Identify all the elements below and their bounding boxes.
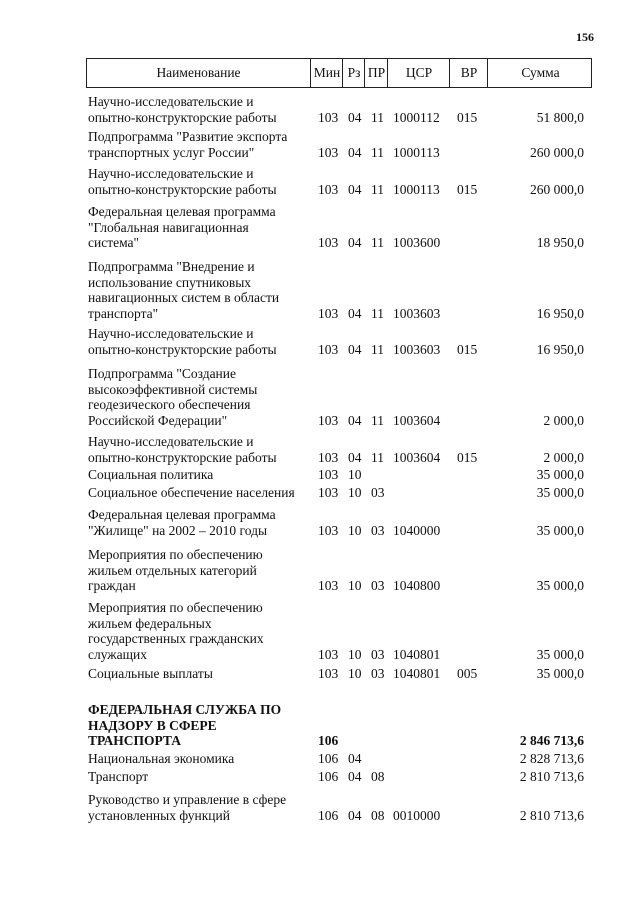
row-name: Национальная экономика	[88, 751, 235, 766]
row-sum: 35 000,0	[536, 467, 584, 482]
row-pr: 08	[371, 807, 385, 823]
row-min: 103	[318, 646, 339, 662]
row-rz: 04	[348, 807, 362, 823]
row-name: Подпрограмма "Внедрение и использование спутниковых навигационных систем в области транспорта"	[88, 259, 280, 321]
row-min: 103	[318, 305, 339, 321]
row-sum: 2 000,0	[543, 449, 584, 465]
row-name: Руководство и управление в сфере установленных функций	[88, 792, 287, 823]
row-name: Научно-исследовательские и опытно-конструкторские работы	[88, 326, 277, 357]
row-rz: 04	[348, 449, 362, 465]
row-name: Научно-исследовательские и опытно-конструкторские работы	[88, 94, 277, 125]
row-pr: 03	[371, 485, 385, 500]
row-min: 106	[318, 769, 339, 784]
row-pr: 03	[371, 522, 385, 538]
row-min: 103	[318, 144, 339, 160]
row-name: Мероприятия по обеспечению жильем федеральных государственных гражданских служащих	[88, 600, 264, 662]
row-name: Социальное обеспечение населения	[88, 485, 295, 500]
row-rz: 10	[348, 522, 362, 538]
row-pr: 03	[371, 666, 385, 681]
table-row	[0, 751, 640, 767]
row-sum: 260 000,0	[530, 144, 584, 160]
row-pr: 11	[371, 109, 384, 125]
row-rz: 10	[348, 646, 362, 662]
row-min: 103	[318, 522, 339, 538]
row-min: 103	[318, 341, 339, 357]
row-sum: 51 800,0	[536, 109, 584, 125]
row-sum: 260 000,0	[530, 181, 584, 197]
row-rz: 04	[348, 751, 362, 766]
row-rz: 10	[348, 666, 362, 681]
page-number: 156	[576, 30, 594, 44]
row-sum: 35 000,0	[536, 485, 584, 500]
table-row	[0, 326, 640, 357]
row-vr: 015	[457, 449, 478, 465]
table-row	[0, 467, 640, 483]
row-csr: 1003600	[393, 235, 441, 251]
row-sum: 2 810 713,6	[519, 769, 584, 784]
row-csr: 1003604	[393, 412, 441, 428]
row-rz: 04	[348, 181, 362, 197]
row-sum: 2 828 713,6	[519, 751, 584, 766]
row-vr: 015	[457, 181, 478, 197]
row-csr: 1000112	[393, 109, 440, 125]
row-rz: 04	[348, 412, 362, 428]
row-rz: 04	[348, 235, 362, 251]
row-min: 103	[318, 578, 339, 594]
row-min: 103	[318, 485, 339, 500]
row-sum: 2 810 713,6	[519, 807, 584, 823]
row-name: Транспорт	[88, 769, 149, 784]
table-row	[0, 129, 640, 160]
row-rz: 10	[348, 485, 362, 500]
row-csr: 1003603	[393, 305, 441, 321]
table-row	[0, 366, 640, 428]
row-min: 106	[318, 733, 339, 749]
row-vr: 005	[457, 666, 478, 681]
table-row	[0, 507, 640, 538]
row-pr: 11	[371, 449, 384, 465]
row-pr: 11	[371, 412, 384, 428]
table-row	[0, 259, 640, 321]
row-rz: 04	[348, 109, 362, 125]
row-name: ФЕДЕРАЛЬНАЯ СЛУЖБА ПО НАДЗОРУ В СФЕРЕ ТРАНСПОРТА	[88, 702, 282, 749]
row-name: Федеральная целевая программа "Глобальная навигационная система"	[88, 204, 276, 251]
table-row	[0, 666, 640, 682]
row-name: Мероприятия по обеспечению жильем отдельных категорий граждан	[88, 547, 263, 594]
row-rz: 10	[348, 578, 362, 594]
row-name: Научно-исследовательские и опытно-конструкторские работы	[88, 166, 277, 197]
row-pr: 03	[371, 578, 385, 594]
row-vr: 015	[457, 341, 478, 357]
row-csr: 1000113	[393, 181, 440, 197]
table-row	[0, 792, 640, 823]
row-csr: 1000113	[393, 144, 440, 160]
header-csr: ЦСР	[387, 59, 450, 87]
row-rz: 04	[348, 305, 362, 321]
header-pr: ПР	[364, 59, 388, 87]
row-sum: 35 000,0	[536, 578, 584, 594]
table-row	[0, 485, 640, 501]
row-sum: 35 000,0	[536, 666, 584, 681]
row-min: 103	[318, 109, 339, 125]
table-row	[0, 166, 640, 197]
row-min: 106	[318, 751, 339, 766]
row-pr: 11	[371, 181, 384, 197]
row-name: Подпрограмма "Создание высокоэффективной системы геодезического обеспечения Российской Федерации"	[88, 366, 258, 428]
header-min: Мин	[310, 59, 343, 87]
row-csr: 1003603	[393, 341, 441, 357]
header-rz: Рз	[342, 59, 365, 87]
table-row	[0, 547, 640, 594]
row-sum: 2 846 713,6	[519, 733, 584, 749]
row-csr: 0010000	[393, 807, 441, 823]
row-min: 103	[318, 666, 339, 681]
row-sum: 2 000,0	[543, 412, 584, 428]
table-row	[0, 769, 640, 785]
header-sum: Сумма	[487, 59, 593, 87]
table-row	[0, 94, 640, 125]
row-rz: 04	[348, 769, 362, 784]
table-row	[0, 600, 640, 662]
row-min: 103	[318, 412, 339, 428]
row-csr: 1040800	[393, 578, 441, 594]
row-min: 103	[318, 467, 339, 482]
row-min: 106	[318, 807, 339, 823]
table-row	[0, 204, 640, 251]
row-name: Социальная политика	[88, 467, 214, 482]
table-row	[0, 434, 640, 465]
row-min: 103	[318, 449, 339, 465]
row-pr: 11	[371, 144, 384, 160]
row-csr: 1003604	[393, 449, 441, 465]
row-sum: 35 000,0	[536, 646, 584, 662]
header-vr: ВР	[449, 59, 488, 87]
row-csr: 1040000	[393, 522, 441, 538]
table-header	[86, 58, 592, 88]
row-sum: 16 950,0	[536, 305, 584, 321]
row-sum: 18 950,0	[536, 235, 584, 251]
row-pr: 08	[371, 769, 385, 784]
row-rz: 04	[348, 341, 362, 357]
row-sum: 35 000,0	[536, 522, 584, 538]
row-pr: 11	[371, 341, 384, 357]
row-csr: 1040801	[393, 666, 441, 681]
row-min: 103	[318, 181, 339, 197]
row-pr: 11	[371, 305, 384, 321]
table-row	[0, 702, 640, 749]
row-rz: 10	[348, 467, 362, 482]
row-name: Научно-исследовательские и опытно-конструкторские работы	[88, 434, 277, 465]
row-rz: 04	[348, 144, 362, 160]
row-sum: 16 950,0	[536, 341, 584, 357]
row-name: Социальные выплаты	[88, 666, 213, 681]
row-name: Подпрограмма "Развитие экспорта транспортных услуг России"	[88, 129, 288, 160]
row-name: Федеральная целевая программа "Жилище" на 2002 – 2010 годы	[88, 507, 276, 538]
row-pr: 03	[371, 646, 385, 662]
row-pr: 11	[371, 235, 384, 251]
header-name: Наименование	[156, 65, 241, 81]
row-vr: 015	[457, 109, 478, 125]
row-csr: 1040801	[393, 646, 441, 662]
row-min: 103	[318, 235, 339, 251]
